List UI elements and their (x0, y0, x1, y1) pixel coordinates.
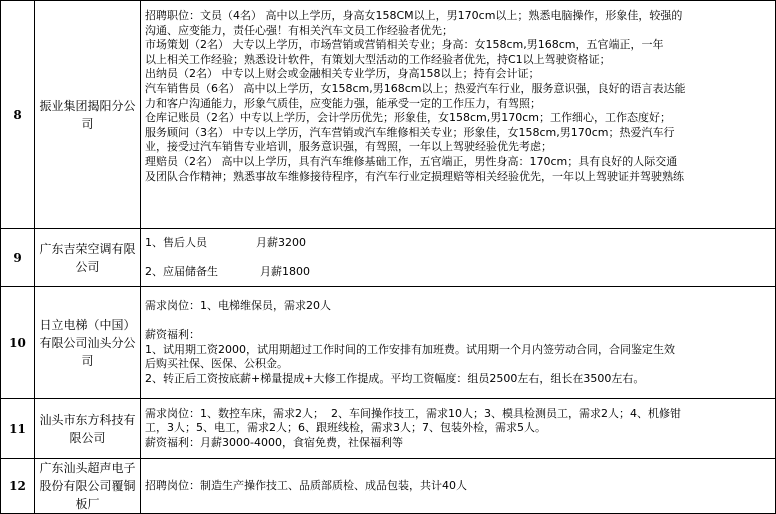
description-line: 汽车销售员（6名） 高中以上学历，女158cm,男168cm以上；热爱汽车行业，服务意识强，良好的语言表达能 (145, 81, 686, 95)
description-line: 薪资福利： (145, 327, 200, 341)
description-line: 理赔员（2名） 高中以上学历，具有汽车维修基础工作，五官端正，男性身高：170cm；具有良好的人际交通 (145, 154, 678, 168)
description-line: 2、应届储备生 月薪1800 (145, 264, 310, 278)
job-description (141, 287, 776, 399)
row-number: 10 (1, 287, 35, 399)
description-line: 及团队合作精神；熟悉事故车维修接待程序，有汽车行业定损理赔等相关经验优先，一年以上驾驶证并驾驶熟练 (145, 169, 684, 183)
company-name: 日立电梯（中国）有限公司汕头分公司 (35, 287, 141, 399)
row-number: 11 (1, 399, 35, 459)
description-line: 业，接受过汽车销售专业培训，服务意识强，有驾照，一年以上驾驶经验优先考虑； (145, 140, 552, 154)
description-line: 市场策划（2名） 大专以上学历，市场营销或营销相关专业；身高：女158cm,男168cm，五官端正，一年 (145, 38, 664, 52)
job-description (141, 229, 776, 287)
table-row (1, 1, 776, 229)
row-number: 8 (1, 1, 35, 229)
table-row (1, 229, 776, 287)
description-line: 薪资福利：月薪3000-4000，食宿免费，社保福利等 (145, 435, 403, 449)
description-line (145, 313, 772, 328)
description-line: 1、售后人员 月薪3200 (145, 235, 306, 249)
description-line: 出纳员（2名） 中专以上财会或金融相关专业学历，身高158以上；持有会计证； (145, 67, 540, 81)
company-name: 汕头市东方科技有限公司 (35, 399, 141, 459)
description-line: 1、试用期工资2000，试用期超过工作时间的工作安排有加班费。试用期一个月内签劳动合同，合同鉴定生效 (145, 342, 675, 356)
description-line: 需求岗位：1、数控车床，需求2人； 2、车间操作技工，需求10人；3、模具检测员工，需求2人；4、机修钳 (145, 406, 681, 420)
description-line: 后购买社保、医保、公积金。 (145, 357, 288, 371)
company-name: 广东汕头超声电子股份有限公司覆铜板厂 (35, 459, 141, 514)
company-name: 广东吉荣空调有限公司 (35, 229, 141, 287)
description-line (145, 250, 772, 265)
description-line: 力和客户沟通能力，形象气质佳，应变能力强，能承受一定的工作压力，有驾照； (145, 96, 541, 110)
table-row (1, 399, 776, 459)
description-line: 招聘岗位：制造生产操作技工、品质部质检、成品包装，共计40人 (145, 478, 467, 492)
description-line: 沟通、应变能力，责任心强！有相关汽车文员工作经验者优先； (145, 23, 453, 37)
job-description (141, 459, 776, 514)
job-description (141, 399, 776, 459)
description-line: 需求岗位：1、电梯维保员，需求20人 (145, 298, 331, 312)
row-number: 12 (1, 459, 35, 514)
description-line: 工，3人；5、电工，需求2人；6、跟班线检，需求3人；7、包装外检，需求5人。 (145, 421, 546, 435)
company-name: 振业集团揭阳分公司 (35, 1, 141, 229)
row-number: 9 (1, 229, 35, 287)
description-line: 仓库记账员（2名）中专以上学历，会计学历优先；形象佳，女158cm,男170cm；工作细心，工作态度好； (145, 111, 672, 125)
table-row (1, 459, 776, 514)
job-description (141, 1, 776, 229)
table-row (1, 287, 776, 399)
description-line: 服务顾问（3名） 中专以上学历，汽车营销或汽车维修相关专业；形象佳，女158cm,男170cm；热爱汽车行 (145, 125, 675, 139)
description-line: 2、转正后工资按底薪+梯量提成+大修工作提成。平均工资幅度：组员2500左右，组长在3500左右。 (145, 371, 645, 385)
description-line: 招聘职位：文员（4名） 高中以上学历，身高女158CM以上，男170cm以上；熟悉电脑操作，形象佳，较强的 (145, 9, 683, 22)
description-line: 以上相关工作经验；熟悉设计软件，有策划大型活动的工作经验者优先，持C1以上驾驶资格证； (145, 52, 611, 66)
